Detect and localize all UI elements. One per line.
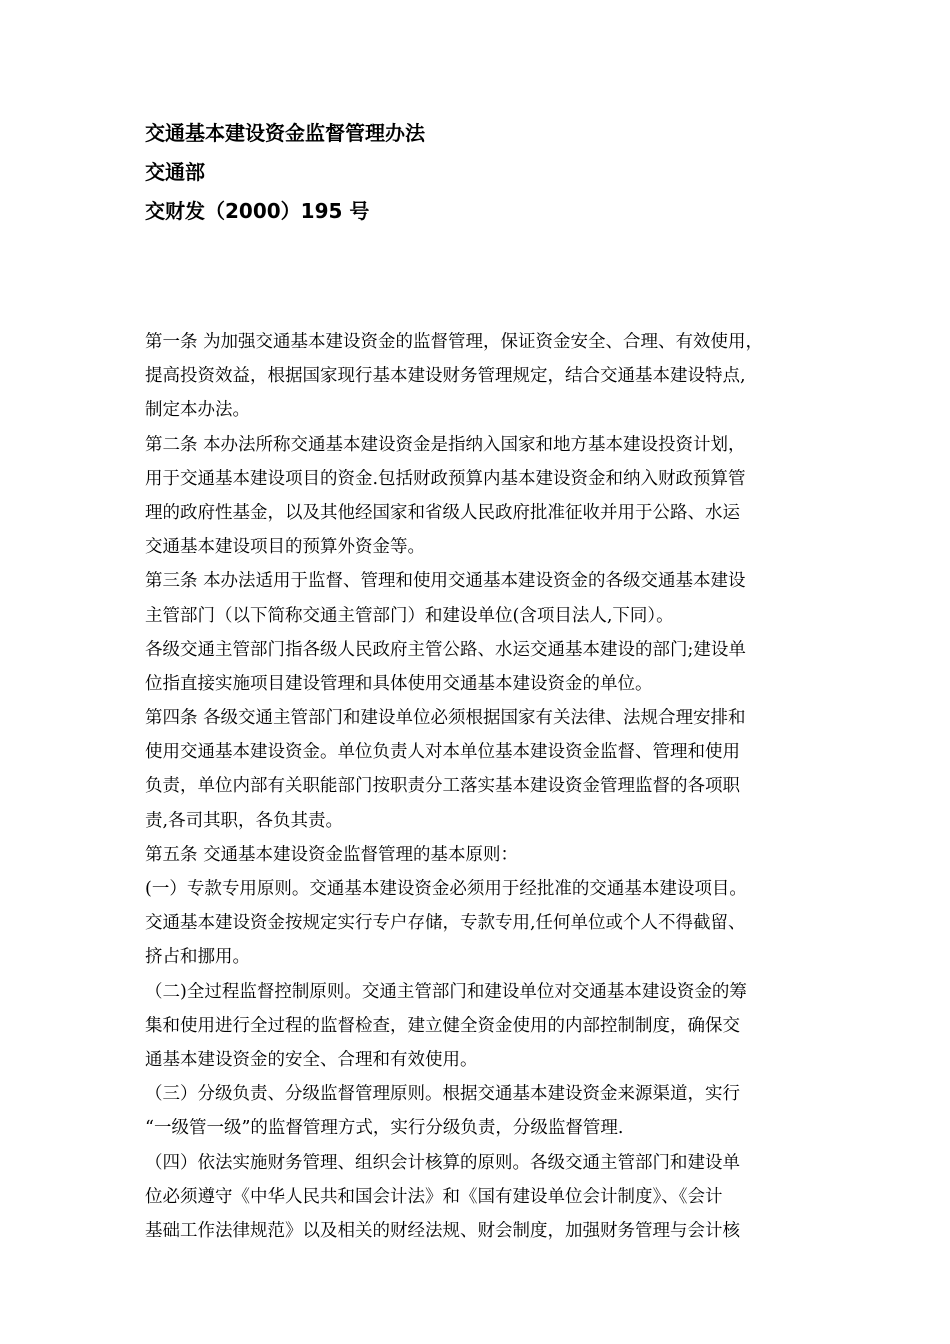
text-line: 理的政府性基金，以及其他经国家和省级人民政府批准征收并用于公路、水运 — [145, 502, 740, 523]
text-line: 位必须遵守《中华人民共和国会计法》和《国有建设单位会计制度》、《会计 — [145, 1186, 723, 1207]
text-line: 第一条 为加强交通基本建设资金的监督管理，保证资金安全、合理、有效使用， — [145, 332, 764, 352]
document-title: 交通基本建设资金监督管理办法 — [145, 121, 425, 145]
text-line: 第三条 本办法适用于监督、管理和使用交通基本建设资金的各级交通基本建设 — [145, 571, 746, 592]
text-line: 主管部门（以下简称交通主管部门）和建设单位(含项目法人,下同）。 — [145, 605, 674, 626]
text-line: “一级管一级”的监督管理方式，实行分级负责，分级监督管理. — [145, 1118, 624, 1139]
text-line: 用于交通基本建设项目的资金.包括财政预算内基本建设资金和纳入财政预算管 — [145, 468, 746, 489]
document-issuer: 交通部 — [145, 160, 205, 184]
text-line: 通基本建设资金的安全、合理和有效使用。 — [145, 1049, 478, 1070]
text-line: 提高投资效益，根据国家现行基本建设财务管理规定，结合交通基本建设特点, — [145, 366, 746, 387]
text-line: 挤占和挪用。 — [145, 947, 250, 968]
text-line: 位指直接实施项目建设管理和具体使用交通基本建设资金的单位。 — [145, 673, 653, 694]
text-line: 制定本办法。 — [145, 400, 250, 421]
text-line: 使用交通基本建设资金。单位负责人对本单位基本建设资金监督、管理和使用 — [145, 742, 740, 763]
text-line: 基础工作法律规范》以及相关的财经法规、财会制度，加强财务管理与会计核 — [145, 1220, 740, 1241]
text-line: （四）依法实施财务管理、组织会计核算的原则。各级交通主管部门和建设单 — [145, 1152, 740, 1173]
text-line: 交通基本建设项目的预算外资金等。 — [145, 537, 425, 558]
text-line: 第四条 各级交通主管部门和建设单位必须根据国家有关法律、法规合理安排和 — [145, 708, 746, 729]
text-line: 交通基本建设资金按规定实行专户存储，专款专用,任何单位或个人不得截留、 — [145, 913, 746, 934]
document-number: 交财发（2000）195 号 — [145, 199, 370, 223]
text-line: 集和使用进行全过程的监督检查，建立健全资金使用的内部控制制度，确保交 — [145, 1015, 740, 1036]
text-line: （三）分级负责、分级监督管理原则。根据交通基本建设资金来源渠道，实行 — [145, 1084, 740, 1105]
text-line: 负责，单位内部有关职能部门按职责分工落实基本建设资金管理监督的各项职 — [145, 776, 740, 797]
document-body — [145, 325, 815, 1248]
document-header — [145, 114, 825, 231]
text-line: (一）专款专用原则。交通基本建设资金必须用于经批准的交通基本建设项目。 — [145, 879, 747, 899]
text-line: 第二条 本办法所称交通基本建设资金是指纳入国家和地方基本建设投资计划， — [145, 434, 746, 455]
text-line: 各级交通主管部门指各级人民政府主管公路、水运交通基本建设的部门;建设单 — [145, 639, 746, 660]
text-line: 第五条 交通基本建设资金监督管理的基本原则： — [145, 844, 519, 865]
text-line: 责,各司其职，各负其责。 — [145, 810, 344, 831]
text-line: （二)全过程监督控制原则。交通主管部门和建设单位对交通基本建设资金的筹 — [145, 981, 747, 1002]
